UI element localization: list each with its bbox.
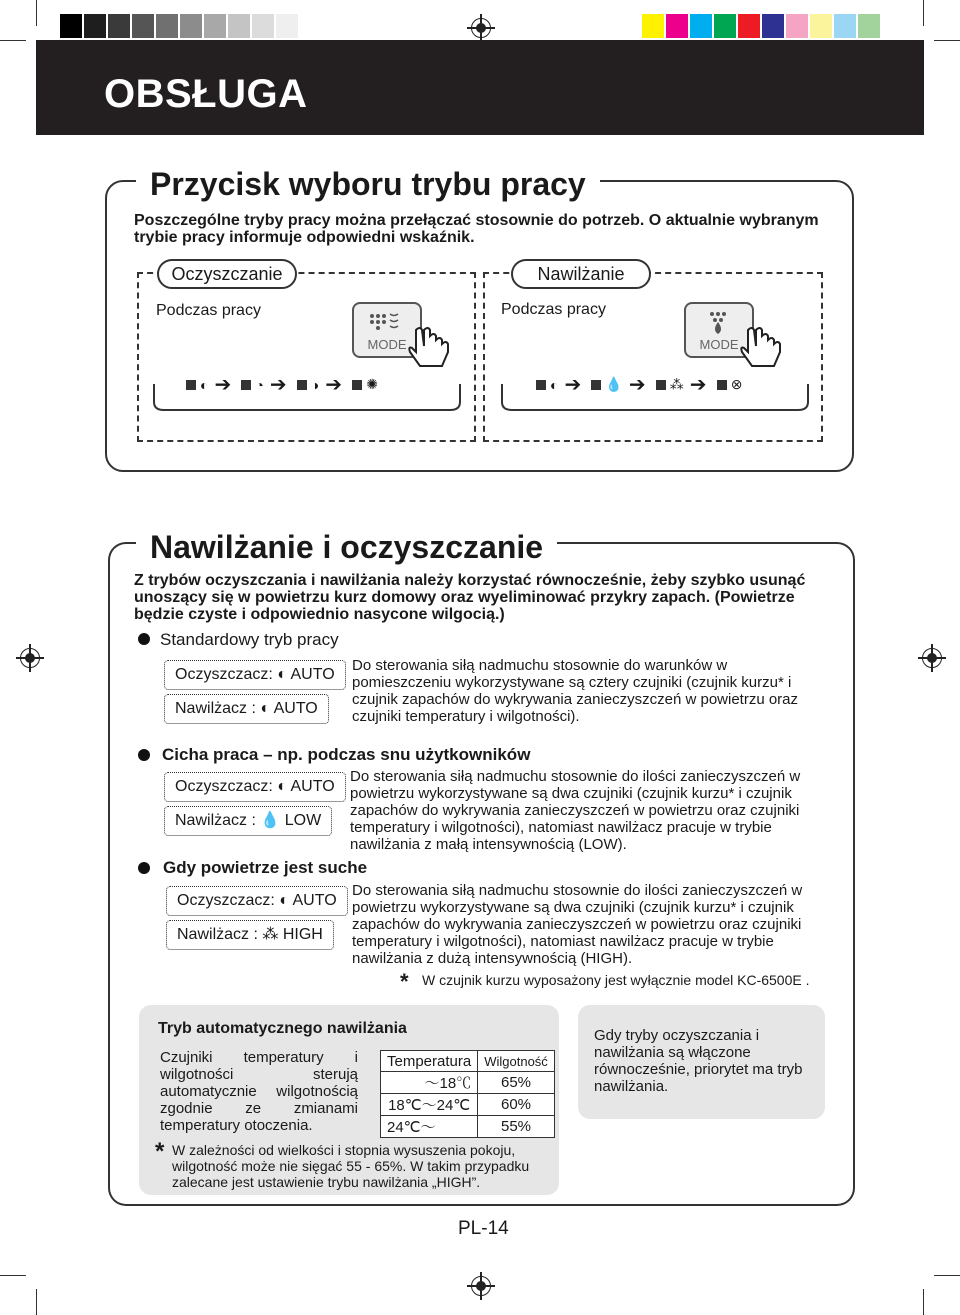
mode-section-title: Przycisk wyboru trybu pracy xyxy=(136,164,600,204)
page-number: PL-14 xyxy=(458,1218,509,1239)
humid-high-icon: ⁂ xyxy=(262,926,279,943)
cleaning-during-label: Podczas pracy xyxy=(156,302,261,319)
fan-low-icon: ◔ xyxy=(255,376,264,393)
table-cell: 60% xyxy=(478,1094,555,1116)
table-cell: 18℃～24℃ xyxy=(381,1094,478,1116)
registration-mark-icon xyxy=(471,1276,491,1296)
humid-low-icon: 💧 xyxy=(605,376,623,392)
humidifying-during-label: Podczas pracy xyxy=(501,301,606,318)
cleaning-sequence: ◐ ➔ ◔ ➔ ◑ ➔ ✺ xyxy=(186,372,378,397)
hand-pointer-icon xyxy=(406,326,456,374)
mode-description: Do sterowania siłą nadmuchu stosownie do ilości zanieczyszczeń w powietrzu wykorzystywane są dwa czujniki (czujnik kurzu* i czujnik zapachów do wykrywania zanieczyszczeń w powietrzu oraz czujniki temperatury i wilgotności), natomiast nawilżacz pracuje w trybie nawilżania z małą intensywnością (LOW). xyxy=(350,768,801,853)
combined-section-intro: Z trybów oczyszczania i nawilżania należy korzystać równocześnie, żeby szybko usunąć unoszący się w powietrzu kurz domowy oraz wyeliminować przykry zapach. (Powietrze będzie czyste i odpowiednio nasycone wilgocią.) xyxy=(134,572,806,623)
combined-section-title: Nawilżanie i oczyszczanie xyxy=(136,527,557,567)
table-cell: 24℃～ xyxy=(381,1116,478,1138)
table-cell: ～18℃ xyxy=(381,1072,478,1094)
page-title: OBSŁUGA xyxy=(104,72,308,116)
humid-auto-icon: ◐ xyxy=(550,376,559,393)
fan-high-icon: ✺ xyxy=(366,376,378,392)
humid-low-icon: 💧 xyxy=(260,812,281,829)
table-cell: 55% xyxy=(478,1116,555,1138)
registration-mark-icon xyxy=(471,18,491,38)
humid-high-icon: ⁂ xyxy=(669,376,684,392)
mode-description: Do sterowania siłą nadmuchu stosownie do warunków w pomieszczeniu wykorzystywane są cztery czujniki (czujnik kurzu* i czujnik zapachów do wykrywania zanieczyszczeń w powietrzu oraz czujniki temperatury i wilgotności). xyxy=(352,657,799,725)
footnote: W czujnik kurzu wyposażony jest wyłącznie model KC-6500E . xyxy=(422,972,810,988)
cleaning-label: Oczyszczanie xyxy=(157,259,297,289)
fan-auto-icon: ◐ xyxy=(200,376,209,393)
bullet-icon xyxy=(138,862,150,874)
mode-heading: Standardowy tryb pracy xyxy=(160,630,339,649)
bullet-icon xyxy=(138,749,150,761)
hand-pointer-icon xyxy=(738,326,788,374)
fan-med-icon: ◑ xyxy=(310,376,320,393)
humidity-table xyxy=(380,1050,555,1138)
registration-mark-icon xyxy=(20,648,40,668)
auto-humidify-text: Czujniki temperatury i wilgotności sterują automatycznie wilgotnością zgodnie ze zmianami temperatury otoczenia. xyxy=(160,1049,358,1134)
table-row xyxy=(381,1072,555,1094)
bullet-icon xyxy=(138,633,150,645)
auto-humidify-note: W zależności od wielkości i stopnia wysuszenia pokoju, wilgotność może nie sięgać 55 - 65%. W takim przypadku zalecane jest ustawienie trybu nawilżania „HIGH”. xyxy=(172,1142,530,1190)
indicator-humidifier: Nawilżacz : 💧 LOW xyxy=(164,806,332,836)
footnote-mark: * xyxy=(400,969,409,994)
mode-heading: Gdy powietrze jest suche xyxy=(163,858,368,877)
humid-auto-icon: ◐ xyxy=(260,700,271,717)
table-header: Temperatura xyxy=(381,1051,478,1072)
indicator-purifier: Oczyszczacz: ◐ AUTO xyxy=(166,886,348,916)
fan-auto-icon: ◐ xyxy=(279,892,289,909)
mode-section-intro: Poszczególne tryby pracy można przełączać stosownie do potrzeb. O aktualnie wybranym trybie pracy informuje odpowiedni wskaźnik. xyxy=(134,212,819,246)
table-row xyxy=(381,1051,555,1072)
mode-description: Do sterowania siłą nadmuchu stosownie do ilości zanieczyszczeń w powietrzu wykorzystywane są dwa czujniki (czujnik kurzu* i czujnik zapachów do wykrywania zanieczyszczeń w powietrzu oraz czujniki temperatury i wilgotności), natomiast nawilżacz pracuje w trybie nawilżania z dużą intensywnością (HIGH). xyxy=(352,882,803,967)
table-cell: 65% xyxy=(478,1072,555,1094)
humidifying-sequence: ◐ ➔ 💧 ➔ ⁂ ➔ ⊗ xyxy=(536,372,742,397)
indicator-purifier: Oczyszczacz: ◐ AUTO xyxy=(164,660,346,690)
table-row xyxy=(381,1094,555,1116)
humidifying-mode-button[interactable]: MODE xyxy=(684,302,754,358)
auto-humidify-title: Tryb automatycznego nawilżania xyxy=(158,1020,407,1037)
table-header: Wilgotność xyxy=(478,1051,555,1072)
humidifying-label: Nawilżanie xyxy=(511,259,651,289)
indicator-purifier: Oczyszczacz: ◐ AUTO xyxy=(164,772,346,802)
note-mark: * xyxy=(155,1138,165,1165)
fan-auto-icon: ◐ xyxy=(277,666,287,683)
registration-mark-icon xyxy=(922,648,942,668)
fan-auto-icon: ◐ xyxy=(277,778,287,795)
humid-off-icon: ⊗ xyxy=(730,376,743,392)
mode-heading: Cicha praca – np. podczas snu użytkowników xyxy=(162,745,531,764)
priority-text: Gdy tryby oczyszczania i nawilżania są włączone równocześnie, priorytet ma tryb nawilżania. xyxy=(594,1027,803,1095)
cleaning-mode-button[interactable]: MODE xyxy=(352,302,422,358)
indicator-humidifier: Nawilżacz : ⁂ HIGH xyxy=(166,920,334,950)
table-row xyxy=(381,1116,555,1138)
indicator-humidifier: Nawilżacz : ◐ AUTO xyxy=(164,694,329,724)
